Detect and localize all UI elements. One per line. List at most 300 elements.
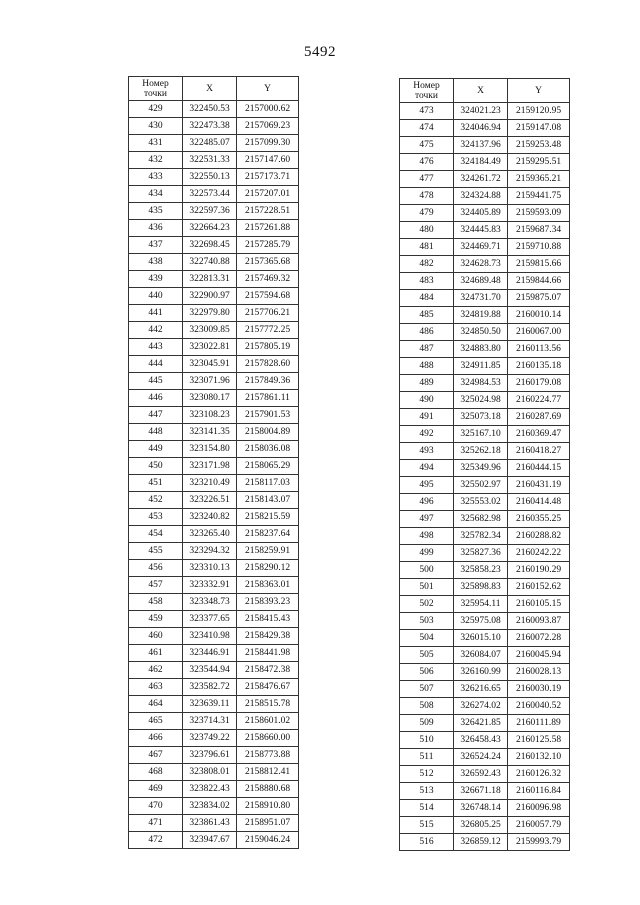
x-coordinate-cell: 324731.70 xyxy=(454,290,508,307)
point-number-cell: 442 xyxy=(129,322,183,339)
point-number-cell: 445 xyxy=(129,373,183,390)
y-coordinate-cell: 2159295.51 xyxy=(508,154,570,171)
table-row xyxy=(129,152,299,169)
x-coordinate-cell: 326859.12 xyxy=(454,834,508,851)
point-number-cell: 447 xyxy=(129,407,183,424)
x-coordinate-cell: 326015.10 xyxy=(454,630,508,647)
x-coordinate-cell: 322573.44 xyxy=(183,186,237,203)
point-number-cell: 490 xyxy=(400,392,454,409)
table-row xyxy=(129,628,299,645)
x-coordinate-cell: 324883.80 xyxy=(454,341,508,358)
table-row xyxy=(400,511,570,528)
table-row xyxy=(400,443,570,460)
point-number-cell: 467 xyxy=(129,747,183,764)
x-coordinate-cell: 326216.65 xyxy=(454,681,508,698)
table-row xyxy=(129,220,299,237)
table-row xyxy=(400,630,570,647)
table-header-row xyxy=(400,79,570,103)
y-coordinate-cell: 2157772.25 xyxy=(237,322,299,339)
table-row xyxy=(400,545,570,562)
point-number-cell: 503 xyxy=(400,613,454,630)
x-coordinate-cell: 323410.98 xyxy=(183,628,237,645)
y-coordinate-cell: 2157000.62 xyxy=(237,101,299,118)
point-number-cell: 494 xyxy=(400,460,454,477)
point-number-cell: 480 xyxy=(400,222,454,239)
x-coordinate-cell: 323446.91 xyxy=(183,645,237,662)
point-number-cell: 481 xyxy=(400,239,454,256)
y-coordinate-cell: 2160116.84 xyxy=(508,783,570,800)
y-coordinate-cell: 2158215.59 xyxy=(237,509,299,526)
table-row xyxy=(129,492,299,509)
point-number-cell: 477 xyxy=(400,171,454,188)
y-coordinate-cell: 2157173.71 xyxy=(237,169,299,186)
table-row xyxy=(400,324,570,341)
x-coordinate-cell: 325827.36 xyxy=(454,545,508,562)
y-coordinate-cell: 2157099.30 xyxy=(237,135,299,152)
point-number-cell: 471 xyxy=(129,815,183,832)
y-coordinate-cell: 2158117.03 xyxy=(237,475,299,492)
table-row xyxy=(400,154,570,171)
table-row xyxy=(129,288,299,305)
y-coordinate-cell: 2159687.34 xyxy=(508,222,570,239)
table-row xyxy=(400,307,570,324)
table-row xyxy=(129,407,299,424)
table-row xyxy=(129,186,299,203)
y-coordinate-cell: 2160040.52 xyxy=(508,698,570,715)
table-row xyxy=(400,358,570,375)
table-row xyxy=(129,526,299,543)
x-coordinate-cell: 322550.13 xyxy=(183,169,237,186)
table-row xyxy=(129,645,299,662)
table-row xyxy=(129,713,299,730)
point-number-cell: 486 xyxy=(400,324,454,341)
point-number-cell: 472 xyxy=(129,832,183,849)
point-number-cell: 439 xyxy=(129,271,183,288)
y-coordinate-cell: 2158290.12 xyxy=(237,560,299,577)
y-coordinate-cell: 2157285.79 xyxy=(237,237,299,254)
x-coordinate-cell: 323332.91 xyxy=(183,577,237,594)
table-row xyxy=(400,477,570,494)
y-coordinate-cell: 2158515.78 xyxy=(237,696,299,713)
table-row xyxy=(129,254,299,271)
point-number-cell: 435 xyxy=(129,203,183,220)
table-row xyxy=(400,341,570,358)
x-coordinate-cell: 324984.53 xyxy=(454,375,508,392)
table-row xyxy=(400,460,570,477)
y-coordinate-cell: 2158660.00 xyxy=(237,730,299,747)
table-row xyxy=(129,832,299,849)
table-row xyxy=(400,205,570,222)
table-row xyxy=(400,732,570,749)
point-number-cell: 489 xyxy=(400,375,454,392)
y-coordinate-cell: 2158259.91 xyxy=(237,543,299,560)
point-number-cell: 507 xyxy=(400,681,454,698)
x-coordinate-cell: 325502.97 xyxy=(454,477,508,494)
point-number-cell: 482 xyxy=(400,256,454,273)
x-coordinate-cell: 323544.94 xyxy=(183,662,237,679)
y-coordinate-cell: 2159844.66 xyxy=(508,273,570,290)
x-coordinate-cell: 323822.43 xyxy=(183,781,237,798)
table-row xyxy=(400,681,570,698)
y-coordinate-cell: 2157147.60 xyxy=(237,152,299,169)
y-coordinate-cell: 2160010.14 xyxy=(508,307,570,324)
y-coordinate-cell: 2160355.25 xyxy=(508,511,570,528)
point-number-cell: 514 xyxy=(400,800,454,817)
y-coordinate-cell: 2158415.43 xyxy=(237,611,299,628)
point-number-cell: 430 xyxy=(129,118,183,135)
point-number-cell: 516 xyxy=(400,834,454,851)
point-number-cell: 498 xyxy=(400,528,454,545)
y-coordinate-cell: 2160414.48 xyxy=(508,494,570,511)
table-row xyxy=(400,749,570,766)
point-number-cell: 432 xyxy=(129,152,183,169)
table-row xyxy=(400,222,570,239)
point-number-cell: 431 xyxy=(129,135,183,152)
x-coordinate-cell: 323141.35 xyxy=(183,424,237,441)
point-number-cell: 454 xyxy=(129,526,183,543)
table-row xyxy=(400,392,570,409)
table-row xyxy=(400,290,570,307)
header-y: Y xyxy=(508,79,570,103)
point-number-cell: 488 xyxy=(400,358,454,375)
x-coordinate-cell: 325858.23 xyxy=(454,562,508,579)
y-coordinate-cell: 2157849.36 xyxy=(237,373,299,390)
y-coordinate-cell: 2158880.68 xyxy=(237,781,299,798)
x-coordinate-cell: 324046.94 xyxy=(454,120,508,137)
y-coordinate-cell: 2159253.48 xyxy=(508,137,570,154)
table-row xyxy=(129,509,299,526)
table-row xyxy=(400,715,570,732)
point-number-cell: 455 xyxy=(129,543,183,560)
y-coordinate-cell: 2159593.09 xyxy=(508,205,570,222)
point-number-cell: 502 xyxy=(400,596,454,613)
table-row xyxy=(400,562,570,579)
x-coordinate-cell: 326748.14 xyxy=(454,800,508,817)
x-coordinate-cell: 324819.88 xyxy=(454,307,508,324)
y-coordinate-cell: 2160072.28 xyxy=(508,630,570,647)
y-coordinate-cell: 2160418.27 xyxy=(508,443,570,460)
y-coordinate-cell: 2160113.56 xyxy=(508,341,570,358)
table-row xyxy=(400,494,570,511)
point-number-cell: 497 xyxy=(400,511,454,528)
x-coordinate-cell: 324137.96 xyxy=(454,137,508,154)
point-number-cell: 509 xyxy=(400,715,454,732)
table-row xyxy=(400,579,570,596)
table-header-row xyxy=(129,77,299,101)
y-coordinate-cell: 2157365.68 xyxy=(237,254,299,271)
point-number-cell: 468 xyxy=(129,764,183,781)
x-coordinate-cell: 324911.85 xyxy=(454,358,508,375)
point-number-cell: 464 xyxy=(129,696,183,713)
table-row xyxy=(129,747,299,764)
x-coordinate-cell: 324261.72 xyxy=(454,171,508,188)
y-coordinate-cell: 2160431.19 xyxy=(508,477,570,494)
y-coordinate-cell: 2158472.38 xyxy=(237,662,299,679)
table-body-right xyxy=(400,103,570,851)
point-number-cell: 460 xyxy=(129,628,183,645)
table-row xyxy=(129,679,299,696)
x-coordinate-cell: 323009.85 xyxy=(183,322,237,339)
x-coordinate-cell: 323071.96 xyxy=(183,373,237,390)
y-coordinate-cell: 2158812.41 xyxy=(237,764,299,781)
x-coordinate-cell: 322531.33 xyxy=(183,152,237,169)
y-coordinate-cell: 2160126.32 xyxy=(508,766,570,783)
table-row xyxy=(129,118,299,135)
table-row xyxy=(129,322,299,339)
table-row xyxy=(129,424,299,441)
x-coordinate-cell: 323377.65 xyxy=(183,611,237,628)
x-coordinate-cell: 322740.88 xyxy=(183,254,237,271)
y-coordinate-cell: 2160132.10 xyxy=(508,749,570,766)
table-row xyxy=(129,356,299,373)
y-coordinate-cell: 2158237.64 xyxy=(237,526,299,543)
table-row xyxy=(400,103,570,120)
point-number-cell: 512 xyxy=(400,766,454,783)
x-coordinate-cell: 322473.38 xyxy=(183,118,237,135)
y-coordinate-cell: 2157261.88 xyxy=(237,220,299,237)
table-row xyxy=(129,101,299,118)
x-coordinate-cell: 325262.18 xyxy=(454,443,508,460)
table-row xyxy=(400,528,570,545)
x-coordinate-cell: 325073.18 xyxy=(454,409,508,426)
x-coordinate-cell: 323226.51 xyxy=(183,492,237,509)
table-row xyxy=(400,375,570,392)
x-coordinate-cell: 322900.97 xyxy=(183,288,237,305)
x-coordinate-cell: 322813.31 xyxy=(183,271,237,288)
y-coordinate-cell: 2160224.77 xyxy=(508,392,570,409)
point-number-cell: 470 xyxy=(129,798,183,815)
table-row xyxy=(400,800,570,817)
point-number-cell: 444 xyxy=(129,356,183,373)
table-row xyxy=(400,766,570,783)
x-coordinate-cell: 323639.11 xyxy=(183,696,237,713)
point-number-cell: 496 xyxy=(400,494,454,511)
y-coordinate-cell: 2160096.98 xyxy=(508,800,570,817)
point-number-cell: 452 xyxy=(129,492,183,509)
y-coordinate-cell: 2158065.29 xyxy=(237,458,299,475)
x-coordinate-cell: 324445.83 xyxy=(454,222,508,239)
point-number-cell: 473 xyxy=(400,103,454,120)
point-number-cell: 462 xyxy=(129,662,183,679)
point-number-cell: 465 xyxy=(129,713,183,730)
point-number-cell: 451 xyxy=(129,475,183,492)
table-row xyxy=(400,137,570,154)
x-coordinate-cell: 323210.49 xyxy=(183,475,237,492)
table-row xyxy=(129,475,299,492)
y-coordinate-cell: 2159147.08 xyxy=(508,120,570,137)
point-number-cell: 433 xyxy=(129,169,183,186)
y-coordinate-cell: 2160287.69 xyxy=(508,409,570,426)
table-row xyxy=(129,373,299,390)
table-row xyxy=(129,730,299,747)
table-row xyxy=(400,188,570,205)
x-coordinate-cell: 324628.73 xyxy=(454,256,508,273)
x-coordinate-cell: 324184.49 xyxy=(454,154,508,171)
x-coordinate-cell: 323154.80 xyxy=(183,441,237,458)
point-number-cell: 487 xyxy=(400,341,454,358)
y-coordinate-cell: 2159365.21 xyxy=(508,171,570,188)
y-coordinate-cell: 2158601.02 xyxy=(237,713,299,730)
x-coordinate-cell: 324405.89 xyxy=(454,205,508,222)
x-coordinate-cell: 323045.91 xyxy=(183,356,237,373)
table-row xyxy=(129,611,299,628)
x-coordinate-cell: 323714.31 xyxy=(183,713,237,730)
y-coordinate-cell: 2160030.19 xyxy=(508,681,570,698)
point-number-cell: 437 xyxy=(129,237,183,254)
point-number-cell: 469 xyxy=(129,781,183,798)
point-number-cell: 476 xyxy=(400,154,454,171)
x-coordinate-cell: 325782.34 xyxy=(454,528,508,545)
table-row xyxy=(129,543,299,560)
x-coordinate-cell: 323022.81 xyxy=(183,339,237,356)
point-number-cell: 513 xyxy=(400,783,454,800)
x-coordinate-cell: 325349.96 xyxy=(454,460,508,477)
point-number-cell: 500 xyxy=(400,562,454,579)
y-coordinate-cell: 2160190.29 xyxy=(508,562,570,579)
table-row xyxy=(400,698,570,715)
table-row xyxy=(400,171,570,188)
table-row xyxy=(129,135,299,152)
x-coordinate-cell: 325024.98 xyxy=(454,392,508,409)
table-row xyxy=(400,256,570,273)
y-coordinate-cell: 2160152.62 xyxy=(508,579,570,596)
x-coordinate-cell: 326671.18 xyxy=(454,783,508,800)
y-coordinate-cell: 2158143.07 xyxy=(237,492,299,509)
table-row xyxy=(400,817,570,834)
x-coordinate-cell: 323240.82 xyxy=(183,509,237,526)
point-number-cell: 483 xyxy=(400,273,454,290)
coordinates-table-left xyxy=(128,76,299,849)
point-number-cell: 453 xyxy=(129,509,183,526)
x-coordinate-cell: 326592.43 xyxy=(454,766,508,783)
table-row xyxy=(129,798,299,815)
y-coordinate-cell: 2159046.24 xyxy=(237,832,299,849)
y-coordinate-cell: 2158393.23 xyxy=(237,594,299,611)
x-coordinate-cell: 323108.23 xyxy=(183,407,237,424)
x-coordinate-cell: 323861.43 xyxy=(183,815,237,832)
table-row xyxy=(129,662,299,679)
point-number-cell: 429 xyxy=(129,101,183,118)
point-number-cell: 501 xyxy=(400,579,454,596)
table-row xyxy=(400,273,570,290)
point-number-cell: 450 xyxy=(129,458,183,475)
x-coordinate-cell: 325975.08 xyxy=(454,613,508,630)
y-coordinate-cell: 2159441.75 xyxy=(508,188,570,205)
point-number-cell: 485 xyxy=(400,307,454,324)
table-row xyxy=(400,834,570,851)
y-coordinate-cell: 2160444.15 xyxy=(508,460,570,477)
y-coordinate-cell: 2157069.23 xyxy=(237,118,299,135)
point-number-cell: 446 xyxy=(129,390,183,407)
x-coordinate-cell: 323808.01 xyxy=(183,764,237,781)
y-coordinate-cell: 2160045.94 xyxy=(508,647,570,664)
x-coordinate-cell: 322979.80 xyxy=(183,305,237,322)
y-coordinate-cell: 2160242.22 xyxy=(508,545,570,562)
header-x: X xyxy=(454,79,508,103)
y-coordinate-cell: 2158951.07 xyxy=(237,815,299,832)
x-coordinate-cell: 326524.24 xyxy=(454,749,508,766)
y-coordinate-cell: 2158441.98 xyxy=(237,645,299,662)
table-row xyxy=(400,426,570,443)
point-number-cell: 441 xyxy=(129,305,183,322)
point-number-cell: 438 xyxy=(129,254,183,271)
x-coordinate-cell: 324850.50 xyxy=(454,324,508,341)
point-number-cell: 478 xyxy=(400,188,454,205)
point-number-cell: 463 xyxy=(129,679,183,696)
point-number-cell: 492 xyxy=(400,426,454,443)
point-number-cell: 504 xyxy=(400,630,454,647)
y-coordinate-cell: 2157207.01 xyxy=(237,186,299,203)
x-coordinate-cell: 322664.23 xyxy=(183,220,237,237)
y-coordinate-cell: 2158910.80 xyxy=(237,798,299,815)
y-coordinate-cell: 2160067.00 xyxy=(508,324,570,341)
table-row xyxy=(129,815,299,832)
header-x: X xyxy=(183,77,237,101)
x-coordinate-cell: 324689.48 xyxy=(454,273,508,290)
y-coordinate-cell: 2157706.21 xyxy=(237,305,299,322)
header-point-number xyxy=(129,77,183,101)
x-coordinate-cell: 323749.22 xyxy=(183,730,237,747)
y-coordinate-cell: 2159993.79 xyxy=(508,834,570,851)
page-number: 5492 xyxy=(304,44,336,60)
table-row xyxy=(129,169,299,186)
x-coordinate-cell: 323348.73 xyxy=(183,594,237,611)
x-coordinate-cell: 323947.67 xyxy=(183,832,237,849)
x-coordinate-cell: 324469.71 xyxy=(454,239,508,256)
x-coordinate-cell: 323080.17 xyxy=(183,390,237,407)
table-row xyxy=(129,203,299,220)
x-coordinate-cell: 325898.83 xyxy=(454,579,508,596)
point-number-cell: 459 xyxy=(129,611,183,628)
x-coordinate-cell: 326458.43 xyxy=(454,732,508,749)
y-coordinate-cell: 2160135.18 xyxy=(508,358,570,375)
point-number-cell: 493 xyxy=(400,443,454,460)
table-row xyxy=(400,596,570,613)
point-number-cell: 495 xyxy=(400,477,454,494)
x-coordinate-cell: 325682.98 xyxy=(454,511,508,528)
y-coordinate-cell: 2160093.87 xyxy=(508,613,570,630)
point-number-cell: 443 xyxy=(129,339,183,356)
x-coordinate-cell: 323265.40 xyxy=(183,526,237,543)
table-row xyxy=(129,390,299,407)
y-coordinate-cell: 2157901.53 xyxy=(237,407,299,424)
table-row xyxy=(400,613,570,630)
y-coordinate-cell: 2158363.01 xyxy=(237,577,299,594)
table-row xyxy=(129,237,299,254)
point-number-cell: 440 xyxy=(129,288,183,305)
table-row xyxy=(129,441,299,458)
table-row xyxy=(129,781,299,798)
table-row xyxy=(400,120,570,137)
y-coordinate-cell: 2160369.47 xyxy=(508,426,570,443)
x-coordinate-cell: 326421.85 xyxy=(454,715,508,732)
table-row xyxy=(129,271,299,288)
table-row xyxy=(129,696,299,713)
y-coordinate-cell: 2160028.13 xyxy=(508,664,570,681)
table-row xyxy=(129,458,299,475)
point-number-cell: 458 xyxy=(129,594,183,611)
x-coordinate-cell: 325553.02 xyxy=(454,494,508,511)
y-coordinate-cell: 2160105.15 xyxy=(508,596,570,613)
point-number-cell: 515 xyxy=(400,817,454,834)
x-coordinate-cell: 323796.61 xyxy=(183,747,237,764)
point-number-cell: 491 xyxy=(400,409,454,426)
table-row xyxy=(400,409,570,426)
y-coordinate-cell: 2157469.32 xyxy=(237,271,299,288)
x-coordinate-cell: 323582.72 xyxy=(183,679,237,696)
table-row xyxy=(129,577,299,594)
header-point-line2: точки xyxy=(143,88,167,99)
